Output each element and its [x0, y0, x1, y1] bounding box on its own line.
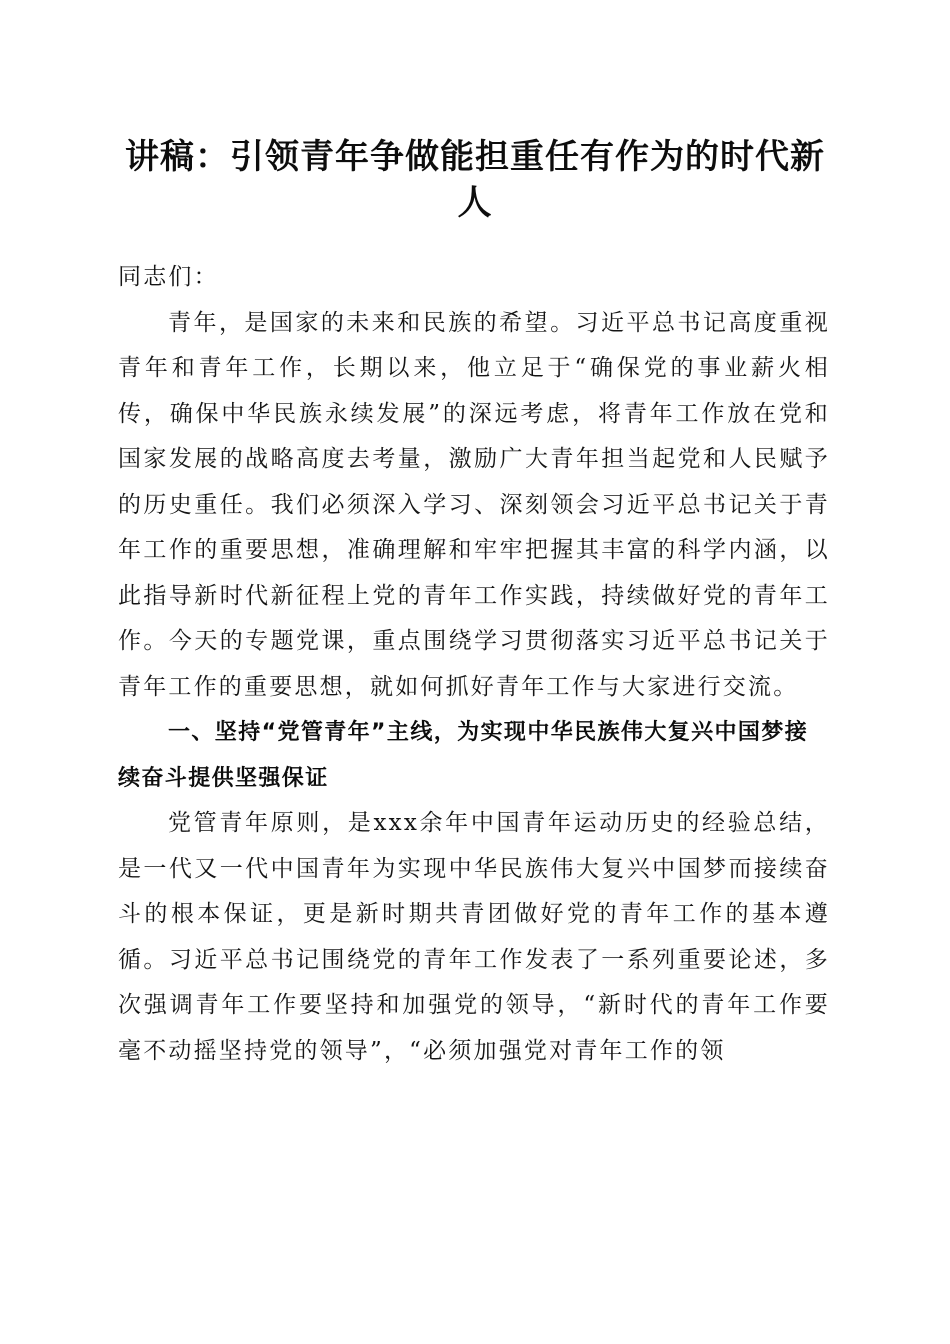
section-one-heading: 一、坚持“党管青年”主线，为实现中华民族伟大复兴中国梦接续奋斗提供坚强保证 [118, 720, 809, 791]
salutation: 同志们： [118, 264, 219, 290]
document-title: 讲稿：引领青年争做能担重任有作为的时代新人 [125, 137, 825, 223]
section-one-paragraph: 党管青年原则，是xxx余年中国青年运动历史的经验总结，是一代又一代中国青年为实现中华民族伟大复兴中国梦而接续奋斗的根本保证，更是新时期共青团做好党的青年工作的基本遵循。习近平总书记围绕党的青年工作发表了一系列重要论述，多次强调青年工作要坚持和加强党的领导，“新时代的青年工作要毫不动摇坚持党的领导”，“必须加强党对青年工作的领 [118, 810, 830, 1064]
document-body [118, 255, 830, 1074]
intro-paragraph: 青年，是国家的未来和民族的希望。习近平总书记高度重视青年和青年工作，长期以来，他立足于“确保党的事业薪火相传，确保中华民族永续发展”的深远考虑，将青年工作放在党和国家发展的战略高度去考量，激励广大青年担当起党和人民赋予的历史重任。我们必须深入学习、深刻领会习近平总书记关于青年工作的重要思想，准确理解和牢牢把握其丰富的科学内涵，以此指导新时代新征程上党的青年工作实践，持续做好党的青年工作。今天的专题党课，重点围绕学习贯彻落实习近平总书记关于青年工作的重要思想，就如何抓好青年工作与大家进行交流。 [118, 309, 830, 700]
